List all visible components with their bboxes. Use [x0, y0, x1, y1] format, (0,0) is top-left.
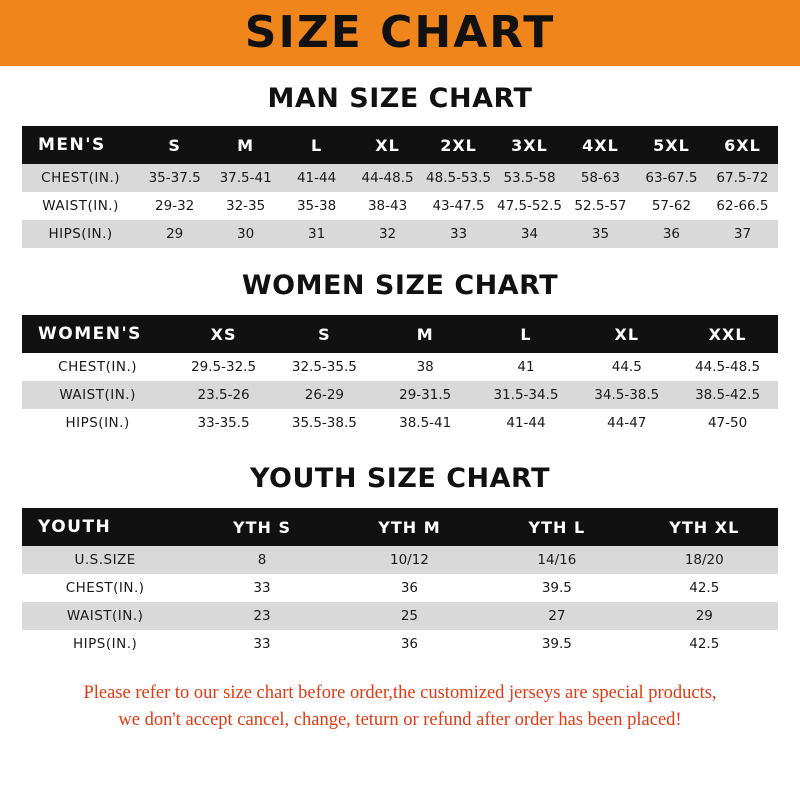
footer-disclaimer [0, 680, 800, 734]
column-header: MEN'S [38, 135, 106, 155]
table-cell: 34 [520, 226, 539, 242]
table-cell: 44.5-48.5 [695, 359, 761, 375]
column-header: L [310, 135, 323, 155]
table-cell: 23 [253, 608, 271, 624]
table-cell: 32-35 [226, 198, 266, 214]
column-header: XXL [708, 324, 747, 344]
table-cell: 33 [253, 580, 271, 596]
table-cell: 38 [416, 359, 434, 375]
column-header: XL [375, 135, 400, 155]
women-section-heading: WOMEN SIZE CHART [241, 270, 559, 301]
table-cell: 52.5-57 [574, 198, 627, 214]
table-cell: 47-50 [707, 415, 748, 431]
table-row [22, 409, 778, 437]
row-label: WAIST(IN.) [42, 198, 119, 214]
table-cell: 38.5-41 [399, 415, 452, 431]
women-size-table [22, 315, 778, 437]
row-label: CHEST(IN.) [58, 359, 137, 375]
column-header: YTH L [528, 517, 586, 537]
row-label: U.S.SIZE [74, 552, 136, 568]
table-cell: 29 [695, 608, 713, 624]
column-header: XS [210, 324, 237, 344]
table-cell: 41-44 [506, 415, 546, 431]
table-cell: 39.5 [541, 636, 572, 652]
table-row [22, 164, 778, 192]
column-header: XL [614, 324, 640, 344]
table-row [22, 192, 778, 220]
table-cell: 25 [400, 608, 419, 624]
table-cell: 18/20 [684, 552, 724, 568]
column-header: 5XL [653, 135, 690, 155]
table-cell: 36 [400, 580, 419, 596]
footer-line-2: we don't accept cancel, change, teturn or refund after order has been placed! [118, 709, 682, 730]
row-label: WAIST(IN.) [66, 608, 144, 624]
table-cell: 44.5 [611, 359, 642, 375]
column-header: L [520, 324, 532, 344]
table-cell: 32 [378, 226, 397, 242]
youth-section-heading: YOUTH SIZE CHART [249, 463, 551, 494]
row-label: HIPS(IN.) [73, 636, 138, 652]
table-cell: 35-38 [296, 198, 337, 214]
table-cell: 29-31.5 [399, 387, 452, 403]
table-cell: 57-62 [651, 198, 692, 214]
table-cell: 31.5-34.5 [493, 387, 559, 403]
column-header: WOMEN'S [38, 324, 142, 344]
table-cell: 36 [400, 636, 419, 652]
table-row [22, 381, 778, 409]
table-cell: 36 [662, 226, 681, 242]
column-header: 6XL [724, 135, 761, 155]
column-header: 4XL [582, 135, 619, 155]
table-row [22, 602, 778, 630]
man-section-heading: MAN SIZE CHART [267, 83, 533, 114]
table-cell: 33-35.5 [197, 415, 250, 431]
table-cell: 48.5-53.5 [426, 170, 492, 186]
table-cell: 31 [308, 226, 326, 242]
table-cell: 53.5-58 [503, 170, 556, 186]
table-cell: 23.5-26 [197, 387, 250, 403]
table-row [22, 574, 778, 602]
table-cell: 43-47.5 [432, 198, 485, 214]
table-cell: 8 [257, 552, 267, 568]
table-cell: 42.5 [689, 580, 720, 596]
table-row [22, 353, 778, 381]
table-cell: 30 [237, 226, 255, 242]
table-cell: 37.5-41 [219, 170, 272, 186]
table-cell: 14/16 [537, 552, 577, 568]
table-cell: 34.5-38.5 [594, 387, 660, 403]
table-cell: 37 [733, 226, 752, 242]
youth-size-table [22, 508, 778, 658]
man-section [0, 83, 800, 248]
table-cell: 62-66.5 [716, 198, 769, 214]
column-header: YTH S [233, 517, 292, 537]
table-cell: 42.5 [689, 636, 720, 652]
table-cell: 58-63 [580, 170, 621, 186]
table-cell: 44-48.5 [361, 170, 414, 186]
table-header-row [22, 508, 778, 546]
man-size-table [22, 126, 778, 248]
row-label: CHEST(IN.) [65, 580, 145, 596]
table-row [22, 630, 778, 658]
table-cell: 33 [253, 636, 271, 652]
women-section [0, 270, 800, 437]
column-header: 2XL [440, 135, 477, 155]
row-label: CHEST(IN.) [41, 170, 120, 186]
table-cell: 10/12 [389, 552, 429, 568]
column-header: S [318, 324, 331, 344]
page-title: SIZE CHART [244, 7, 556, 58]
table-cell: 29 [166, 226, 184, 242]
table-cell: 35.5-38.5 [291, 415, 357, 431]
page-banner [0, 0, 800, 66]
table-cell: 35 [591, 226, 610, 242]
row-label: HIPS(IN.) [48, 226, 113, 242]
table-cell: 26-29 [304, 387, 344, 403]
table-cell: 47.5-52.5 [497, 198, 562, 214]
table-cell: 38-43 [367, 198, 408, 214]
table-header-row [22, 126, 778, 164]
column-header: 3XL [511, 135, 548, 155]
column-header: M [237, 135, 255, 155]
table-cell: 27 [548, 608, 566, 624]
table-row [22, 220, 778, 248]
table-cell: 41 [517, 359, 535, 375]
column-header: YTH XL [669, 517, 740, 537]
table-cell: 39.5 [541, 580, 572, 596]
row-label: HIPS(IN.) [65, 415, 130, 431]
column-header: S [168, 135, 181, 155]
table-cell: 35-37.5 [148, 170, 201, 186]
table-cell: 38.5-42.5 [695, 387, 761, 403]
table-cell: 32.5-35.5 [291, 359, 357, 375]
table-cell: 41-44 [296, 170, 337, 186]
table-row [22, 546, 778, 574]
table-cell: 29-32 [155, 198, 195, 214]
row-label: WAIST(IN.) [59, 387, 136, 403]
table-cell: 63-67.5 [645, 170, 698, 186]
footer-line-1: Please refer to our size chart before order,the customized jerseys are special products, [83, 683, 717, 703]
column-header: YOUTH [38, 517, 112, 537]
table-cell: 33 [449, 226, 468, 242]
youth-section [0, 463, 800, 658]
table-cell: 29.5-32.5 [191, 359, 257, 375]
table-cell: 44-47 [607, 415, 647, 431]
column-header: YTH M [378, 517, 441, 537]
table-cell: 67.5-72 [716, 170, 769, 186]
table-header-row [22, 315, 778, 353]
column-header: M [416, 324, 434, 344]
